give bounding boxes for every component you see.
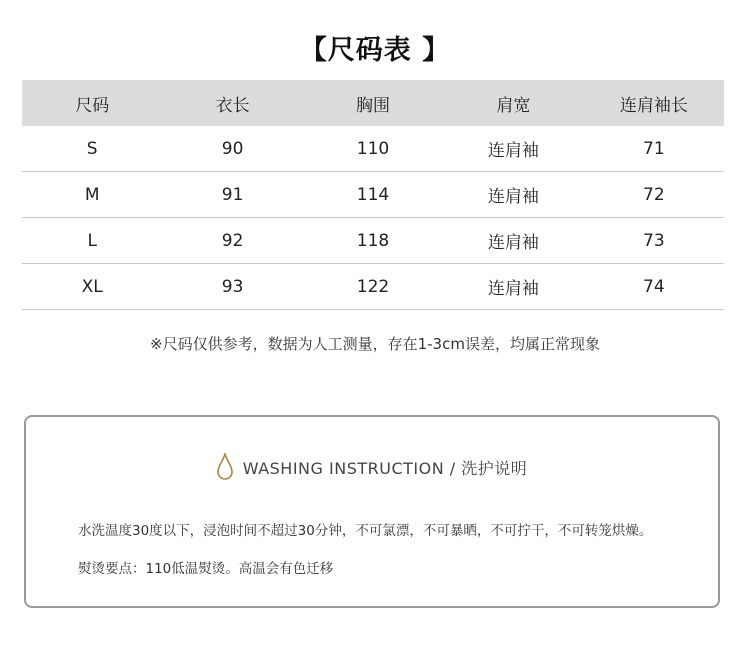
header-shoulder: 肩宽 [496,95,531,116]
cell-shoulder: 连肩袖 [487,233,539,253]
measurement-note: ※尺码仅供参考，数据为人工测量，存在1-3cm误差，均属正常现象 [150,335,600,353]
cell-size: M [84,184,100,205]
cell-shoulder: 连肩袖 [487,141,539,161]
cell-sleeve: 73 [643,230,665,251]
header-size: 尺码 [75,95,110,116]
cell-size: S [86,138,98,159]
cell-length: 92 [221,230,244,251]
cell-length: 91 [221,184,244,205]
page-title: 【尺码表 】 [299,35,451,66]
washing-instruction-panel [24,415,720,608]
table-row [22,218,724,264]
table-row [22,126,724,172]
washing-header [26,453,718,481]
washing-title: WASHING INSTRUCTION / 洗护说明 [242,458,528,478]
table-header [22,80,724,126]
cell-chest: 110 [356,138,390,159]
cell-chest: 122 [356,276,390,297]
cell-sleeve: 74 [643,276,665,297]
table-row [22,172,724,218]
cell-chest: 118 [356,230,390,251]
header-sleeve: 连肩袖长 [619,95,688,116]
cell-size: XL [81,276,103,297]
cell-sleeve: 72 [643,184,665,205]
ironing-text: 熨烫要点：110低温熨烫。高温会有色迁移 [78,561,334,577]
cell-length: 93 [221,276,244,297]
cell-length: 90 [221,138,244,159]
header-length: 衣长 [215,95,250,116]
cell-shoulder: 连肩袖 [487,279,539,299]
cell-chest: 114 [356,184,390,205]
water-drop-icon [217,453,233,481]
size-table [22,80,724,310]
cell-size: L [87,230,97,251]
cell-sleeve: 71 [643,138,665,159]
header-chest: 胸围 [356,95,391,116]
washing-temperature-text: 水洗温度30度以下，浸泡时间不超过30分钟，不可氯漂，不可暴晒，不可拧干，不可转笼烘燥。 [78,523,653,539]
cell-shoulder: 连肩袖 [487,187,539,207]
table-row [22,264,724,310]
